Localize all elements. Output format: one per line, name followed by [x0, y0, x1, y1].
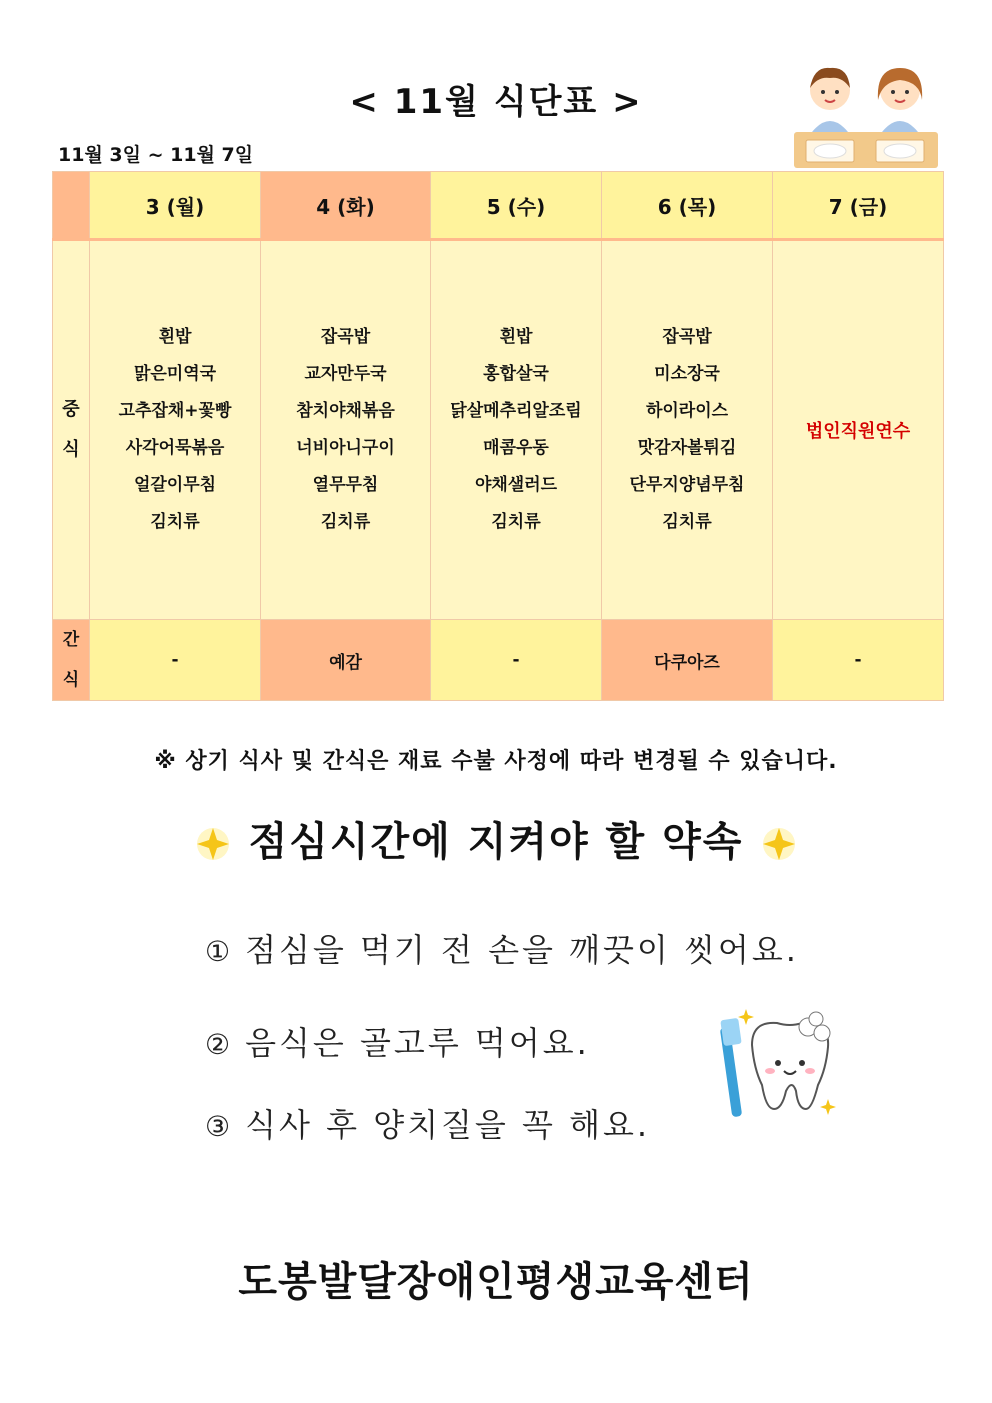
rule-text: 음식은 골고루 먹어요.: [245, 1024, 590, 1062]
menu-item: 참치야채볶음: [296, 401, 395, 421]
promise-title-text: 점심시간에 지켜야 할 약속: [248, 819, 744, 865]
meal-table: [52, 171, 944, 701]
menu-item: 얼갈이무침: [133, 475, 217, 495]
children-eating-illustration: [790, 60, 940, 172]
snack-row-label: 간 식: [53, 620, 90, 701]
rule-number: ③: [205, 1110, 234, 1143]
menu-item: 잡곡밥: [320, 327, 371, 347]
page-title: < 11월 식단표 >: [349, 82, 643, 122]
snack-row: [53, 620, 944, 701]
menu-item: 너비아니구이: [296, 438, 395, 458]
menu-item: 하이라이스: [645, 401, 729, 421]
change-notice: ※ 상기 식사 및 간식은 재료 수불 사정에 따라 변경될 수 있습니다.: [154, 749, 838, 774]
menu-item: 열무무침: [312, 475, 379, 495]
snack-thu: 다쿠아즈: [602, 620, 773, 701]
menu-item: 고추잡채+꽃빵: [118, 401, 232, 421]
special-event-note: 법인직원연수: [805, 421, 911, 442]
day-header-thu: 6 (목): [602, 172, 773, 240]
menu-item: 사각어묵볶음: [125, 438, 225, 458]
day-header-tue: 4 (화): [261, 172, 431, 240]
menu-item: 김치류: [150, 512, 200, 532]
menu-item: 흰밥: [158, 327, 192, 347]
snack-tue: 예감: [261, 620, 431, 701]
rule-item: [205, 1018, 590, 1064]
lunch-menu-mon: [90, 240, 261, 620]
menu-item: 야채샐러드: [474, 475, 558, 495]
menu-item: 단무지양념무침: [629, 475, 745, 495]
menu-item: 미소장국: [654, 364, 720, 384]
date-range: 11월 3일 ~ 11월 7일: [58, 144, 254, 166]
lunch-menu-thu: [602, 240, 773, 620]
menu-item: 매콤우동: [483, 438, 549, 458]
menu-item: 교자만두국: [304, 364, 387, 384]
menu-item: 김치류: [320, 512, 371, 532]
center-name: 도봉발달장애인평생교육센터: [238, 1259, 754, 1305]
table-header-row: [53, 172, 944, 240]
menu-item: 잡곡밥: [662, 327, 712, 347]
sparkle-star-icon: [193, 824, 233, 864]
lunch-menu-tue: [261, 240, 431, 620]
day-header-wed: 5 (수): [431, 172, 602, 240]
day-header-fri: 7 (금): [773, 172, 944, 240]
rule-text: 점심을 먹기 전 손을 깨끗이 씻어요.: [245, 931, 799, 969]
lunch-row: [53, 240, 944, 620]
menu-item: 흰밥: [499, 327, 533, 347]
menu-item: 맛감자볼튀김: [637, 438, 737, 458]
lunch-row-label: 중 식: [53, 240, 90, 620]
rule-number: ①: [205, 935, 234, 968]
snack-mon: -: [90, 620, 261, 701]
menu-item: 맑은미역국: [133, 364, 217, 384]
menu-item: 닭살메추리알조림: [450, 401, 582, 421]
sparkle-star-icon: [759, 824, 799, 864]
tooth-toothbrush-illustration: [712, 1005, 847, 1130]
menu-item: 홍합살국: [483, 364, 549, 384]
rule-item: [205, 925, 799, 971]
lunch-menu-fri: [773, 240, 944, 620]
rule-text: 식사 후 양치질을 꼭 해요.: [245, 1106, 651, 1144]
day-header-mon: 3 (월): [90, 172, 261, 240]
menu-item: 김치류: [491, 512, 541, 532]
promise-heading: [0, 810, 992, 867]
snack-fri: -: [773, 620, 944, 701]
rule-item: [205, 1100, 650, 1146]
rule-number: ②: [205, 1028, 234, 1061]
lunch-menu-wed: [431, 240, 602, 620]
menu-item: 김치류: [662, 512, 712, 532]
snack-wed: -: [431, 620, 602, 701]
header-corner-cell: [53, 172, 90, 240]
